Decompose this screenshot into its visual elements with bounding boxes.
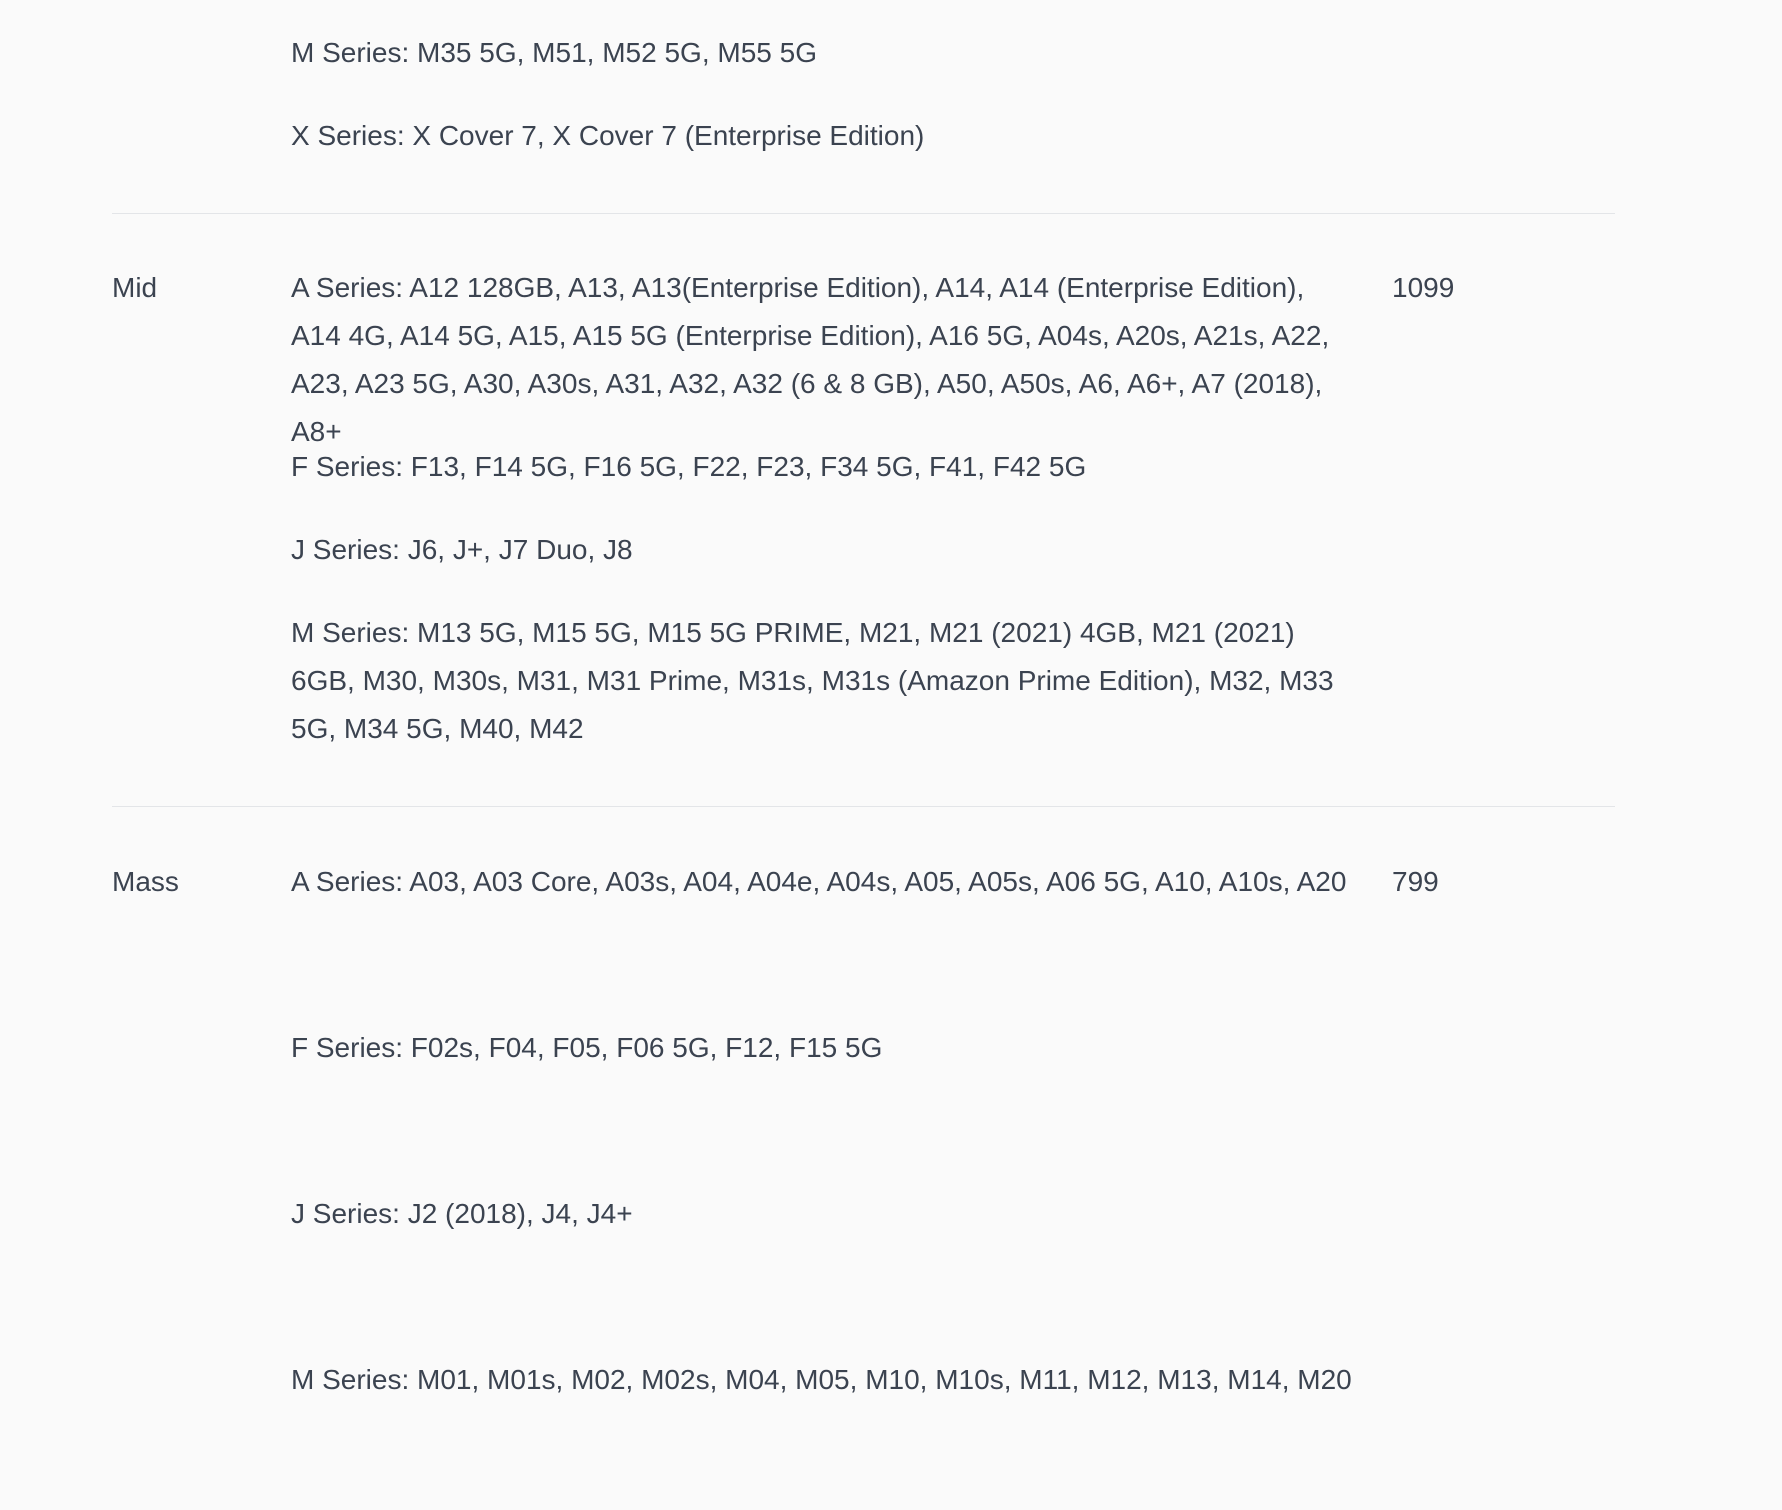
mass-m-series-models: M Series: M01, M01s, M02, M02s, M04, M05, M10, M10s, M11, M12, M13, M14, M20 [291,1364,1352,1395]
row-divider [112,806,1615,807]
mid-m-series-models: M Series: M13 5G, M15 5G, M15 5G PRIME, M21, M21 (2021) 4GB, M21 (2021) 6GB, M30, M30s, M31, M31 Prime, M31s, M31s (Amazon Prime Edition), M32, M33 5G, M34 5G, M40, M42 [291,617,1334,744]
price-mid: 1099 [1392,272,1455,303]
top-x-series-models: X Series: X Cover 7, X Cover 7 (Enterprise Edition) [291,120,925,151]
mass-f-series-models: F Series: F02s, F04, F05, F06 5G, F12, F15 5G [291,1032,883,1063]
row-divider [112,213,1615,214]
mid-a-series-models: A Series: A12 128GB, A13, A13(Enterprise Edition), A14, A14 (Enterprise Edition), A14 4G, A14 5G, A15, A15 5G (Enterprise Edition), A16 5G, A04s, A20s, A21s, A22, A23, A23 5G, A30, A30s, A31, A32, A32 (6 & 8 GB), A50, A50s, A6, A6+, A7 (2018), A8+ [291,272,1330,447]
mid-j-series-models: J Series: J6, J+, J7 Duo, J8 [291,534,633,565]
top-m-series-models: M Series: M35 5G, M51, M52 5G, M55 5G [291,37,817,68]
mass-a-series-models: A Series: A03, A03 Core, A03s, A04, A04e, A04s, A05, A05s, A06 5G, A10, A10s, A20 [291,866,1347,897]
tier-label-mid: Mid [112,272,158,303]
mid-f-series-models: F Series: F13, F14 5G, F16 5G, F22, F23, F34 5G, F41, F42 5G [291,451,1087,482]
price-mass: 799 [1392,866,1439,897]
mass-j-series-models: J Series: J2 (2018), J4, J4+ [291,1198,633,1229]
tier-label-mass: Mass [112,866,179,897]
